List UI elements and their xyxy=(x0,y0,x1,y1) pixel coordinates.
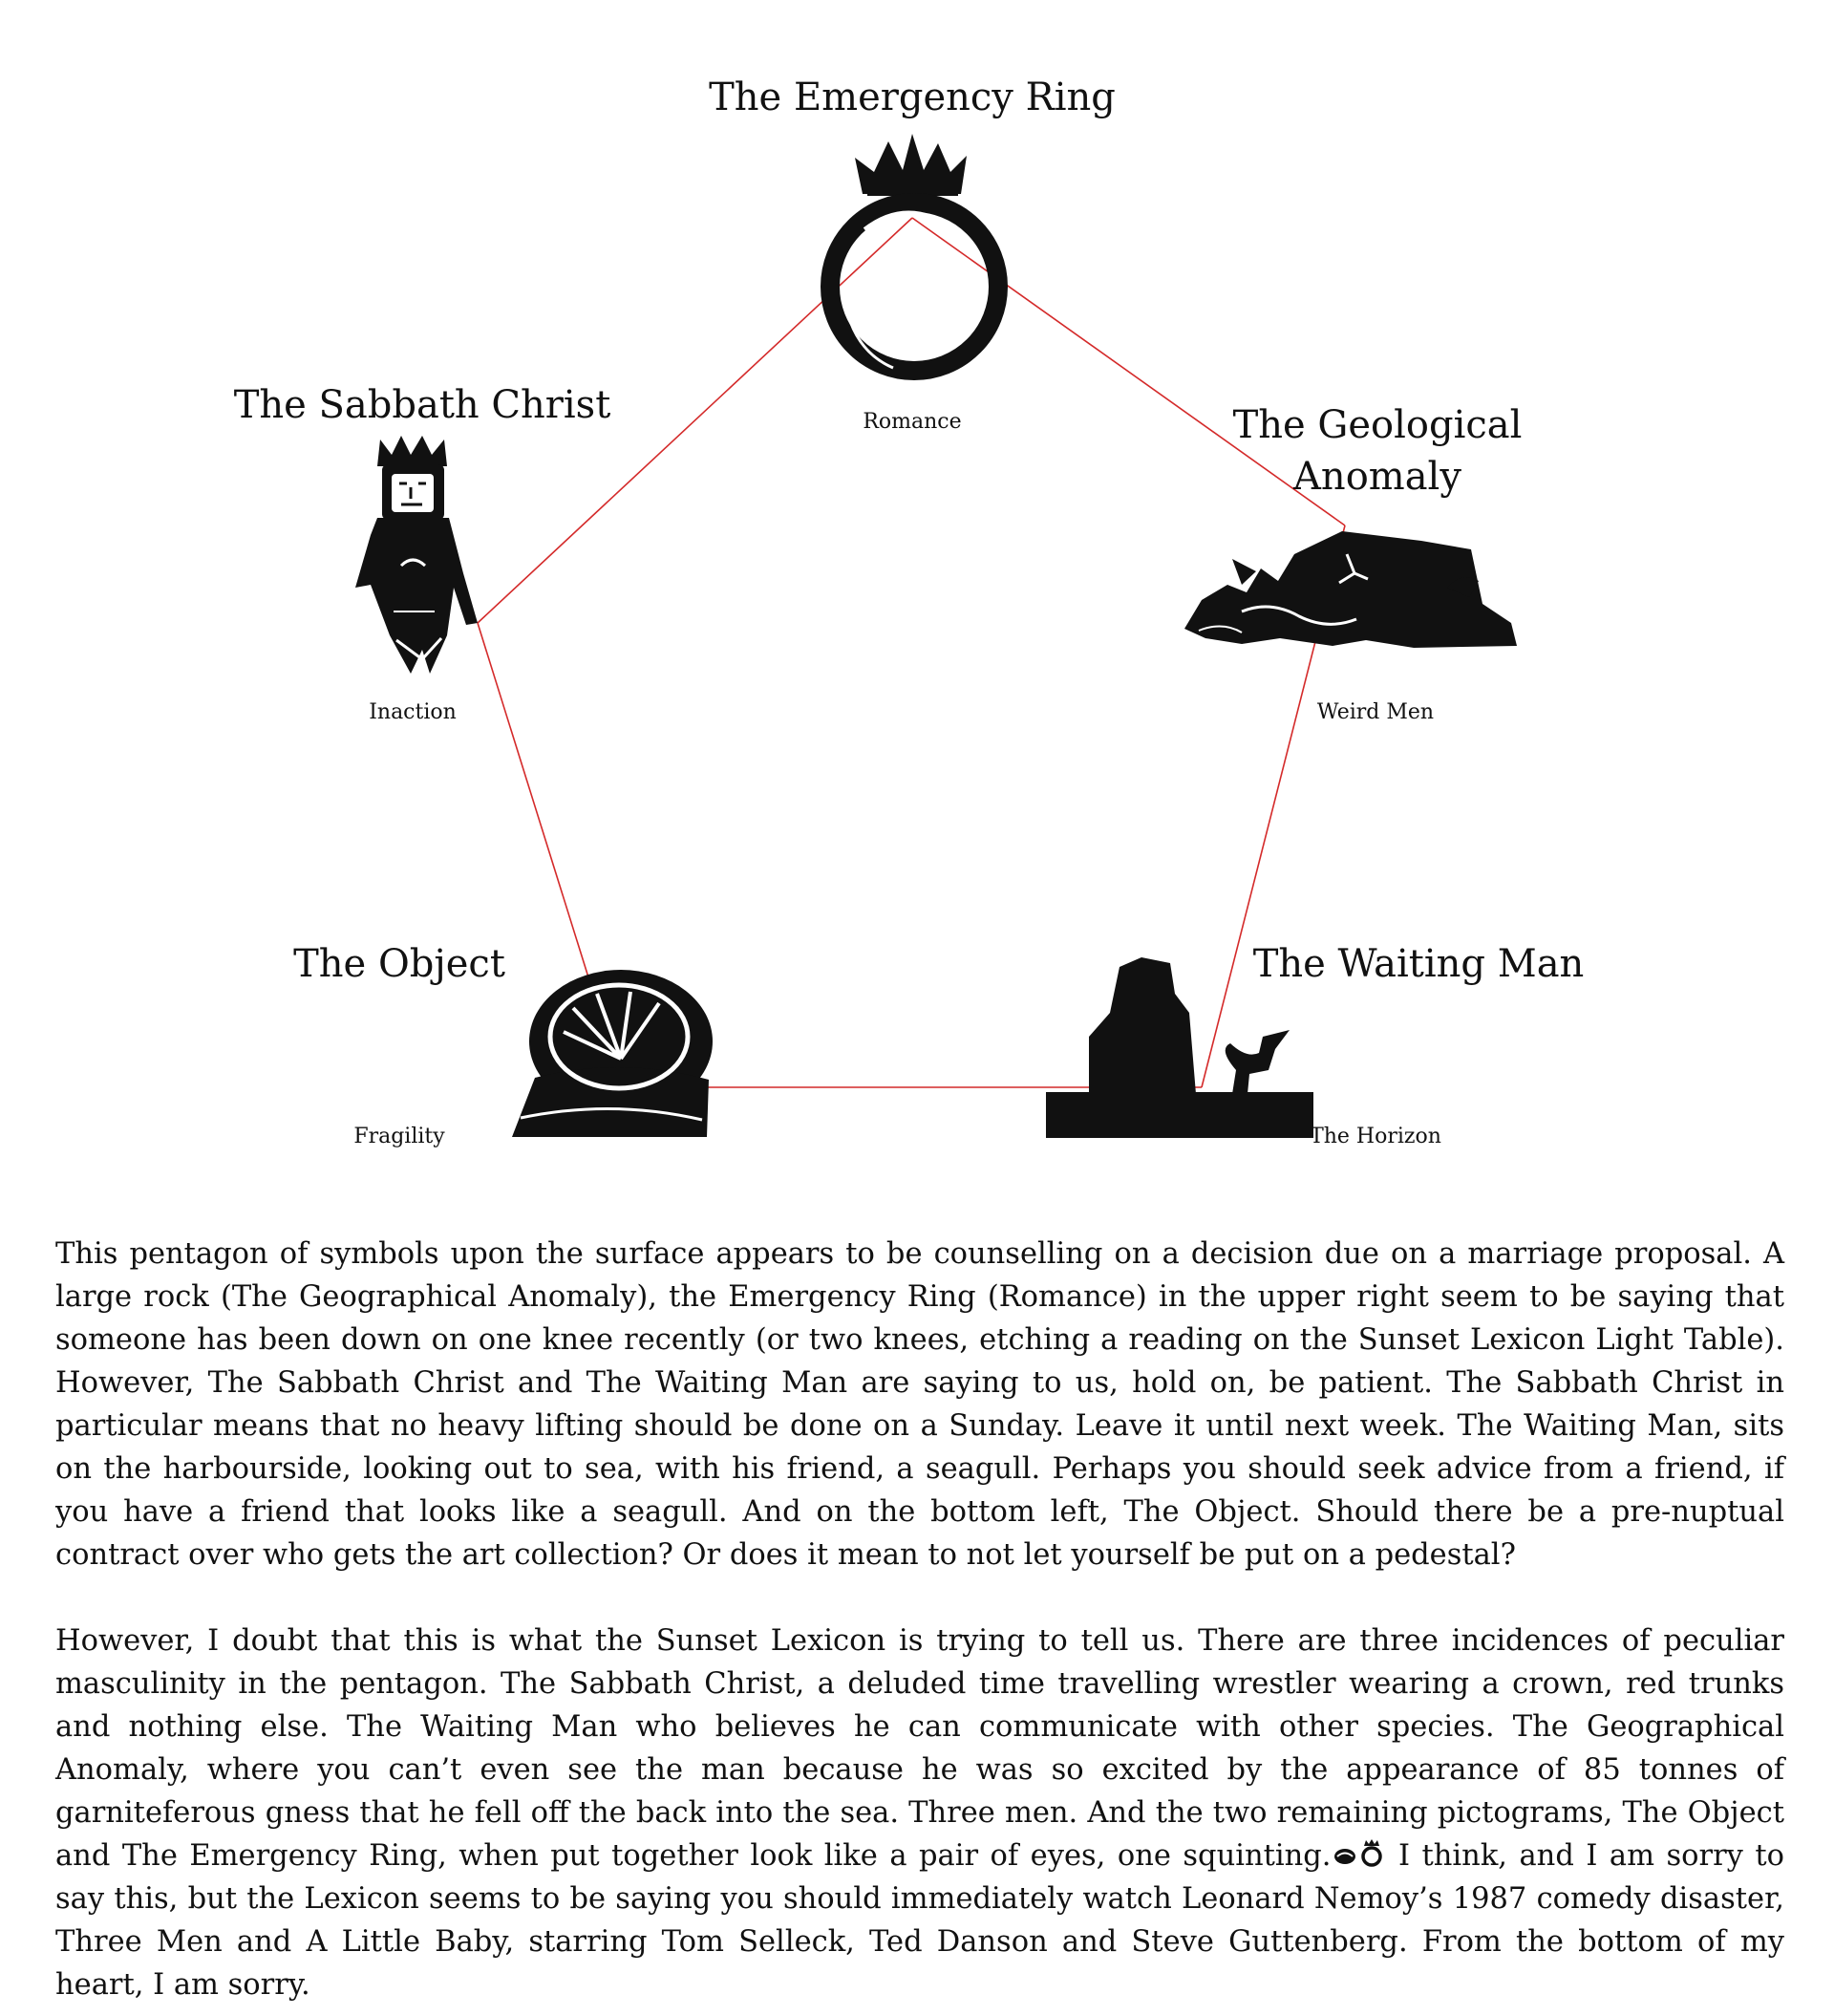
node-subtitle: Inaction xyxy=(369,700,457,724)
node-title: The Object xyxy=(293,942,505,986)
node-sabbath-christ xyxy=(234,383,611,724)
paragraph-2-end: I think, and I am sorry to say this, but the Lexicon seems to be saying you should immediately watch Leonard Nemoy’s 1987 comedy disaster, Three Men and A Little Baby, starring Tom Selleck, Ted Danson and Steve Guttenberg. From the bottom of my heart, I am sorry. xyxy=(55,1839,1784,2002)
crowned-figure-icon xyxy=(355,436,478,674)
node-title: The Emergency Ring xyxy=(709,75,1116,119)
rock-icon xyxy=(1184,531,1517,648)
node-waiting-man xyxy=(1046,942,1584,1148)
node-subtitle: Weird Men xyxy=(1316,700,1435,724)
object-icon xyxy=(512,970,713,1137)
node-subtitle: The Horizon xyxy=(1310,1125,1441,1148)
pentagon-edges xyxy=(478,218,1345,1087)
node-title-line2: Anomaly xyxy=(1293,455,1461,499)
node-title-line1: The Geological xyxy=(1232,403,1523,447)
edge-ring-to-rock xyxy=(912,218,1345,525)
body-text xyxy=(55,1233,1784,2006)
node-title: The Sabbath Christ xyxy=(233,383,611,427)
paragraph-2 xyxy=(55,1619,1784,2006)
node-geological-anomaly xyxy=(1184,403,1522,724)
node-title: The Waiting Man xyxy=(1252,942,1585,986)
node-subtitle: Fragility xyxy=(353,1125,445,1148)
paragraph-1: This pentagon of symbols upon the surface appears to be counselling on a decision due on a marriage proposal. A large rock (The Geographical Anomaly), the Emergency Ring (Romance) in the upper right seem to be saying that someone has been down on one knee recently (or two knees, etching a reading on the Sunset Lexicon Light Table). However, The Sabbath Christ and The Waiting Man are saying to us, hold on, be patient. The Sabbath Christ in particular means that no heavy lifting should be done on a Sunday. Leave it until next week. The Waiting Man, sits on the harbourside, looking out to sea, with his friend, a seagull. Perhaps you should seek advice from a friend, if you have a friend that looks like a seagull. And on the bottom left, The Object. Should there be a pre-nuptual contract over who gets the art collection? Or does it mean to not let yourself be put on a pedestal? xyxy=(55,1237,1784,1572)
inline-eyes-icon xyxy=(1332,1838,1387,1869)
node-subtitle: Romance xyxy=(863,410,962,434)
ring-icon xyxy=(830,134,998,371)
node-object xyxy=(293,942,713,1148)
node-emergency-ring xyxy=(709,75,1116,434)
paragraph-2-start: However, I doubt that this is what the Sunset Lexicon is trying to tell us. There are three incidences of peculiar masculinity in the pentagon. The Sabbath Christ, a deluded time travelling wrestler wearing a crown, red trunks and nothing else. The Waiting Man who believes he can communicate with other species. The Geographical Anomaly, where you can’t even see the man because he was so excited by the appearance of 85 tonnes of garniteferous gness that he fell off the back into the sea. Three men. And the two remaining pictograms, The Object and The Emergency Ring, when put together look like a pair of eyes, one squinting. xyxy=(55,1624,1784,1873)
